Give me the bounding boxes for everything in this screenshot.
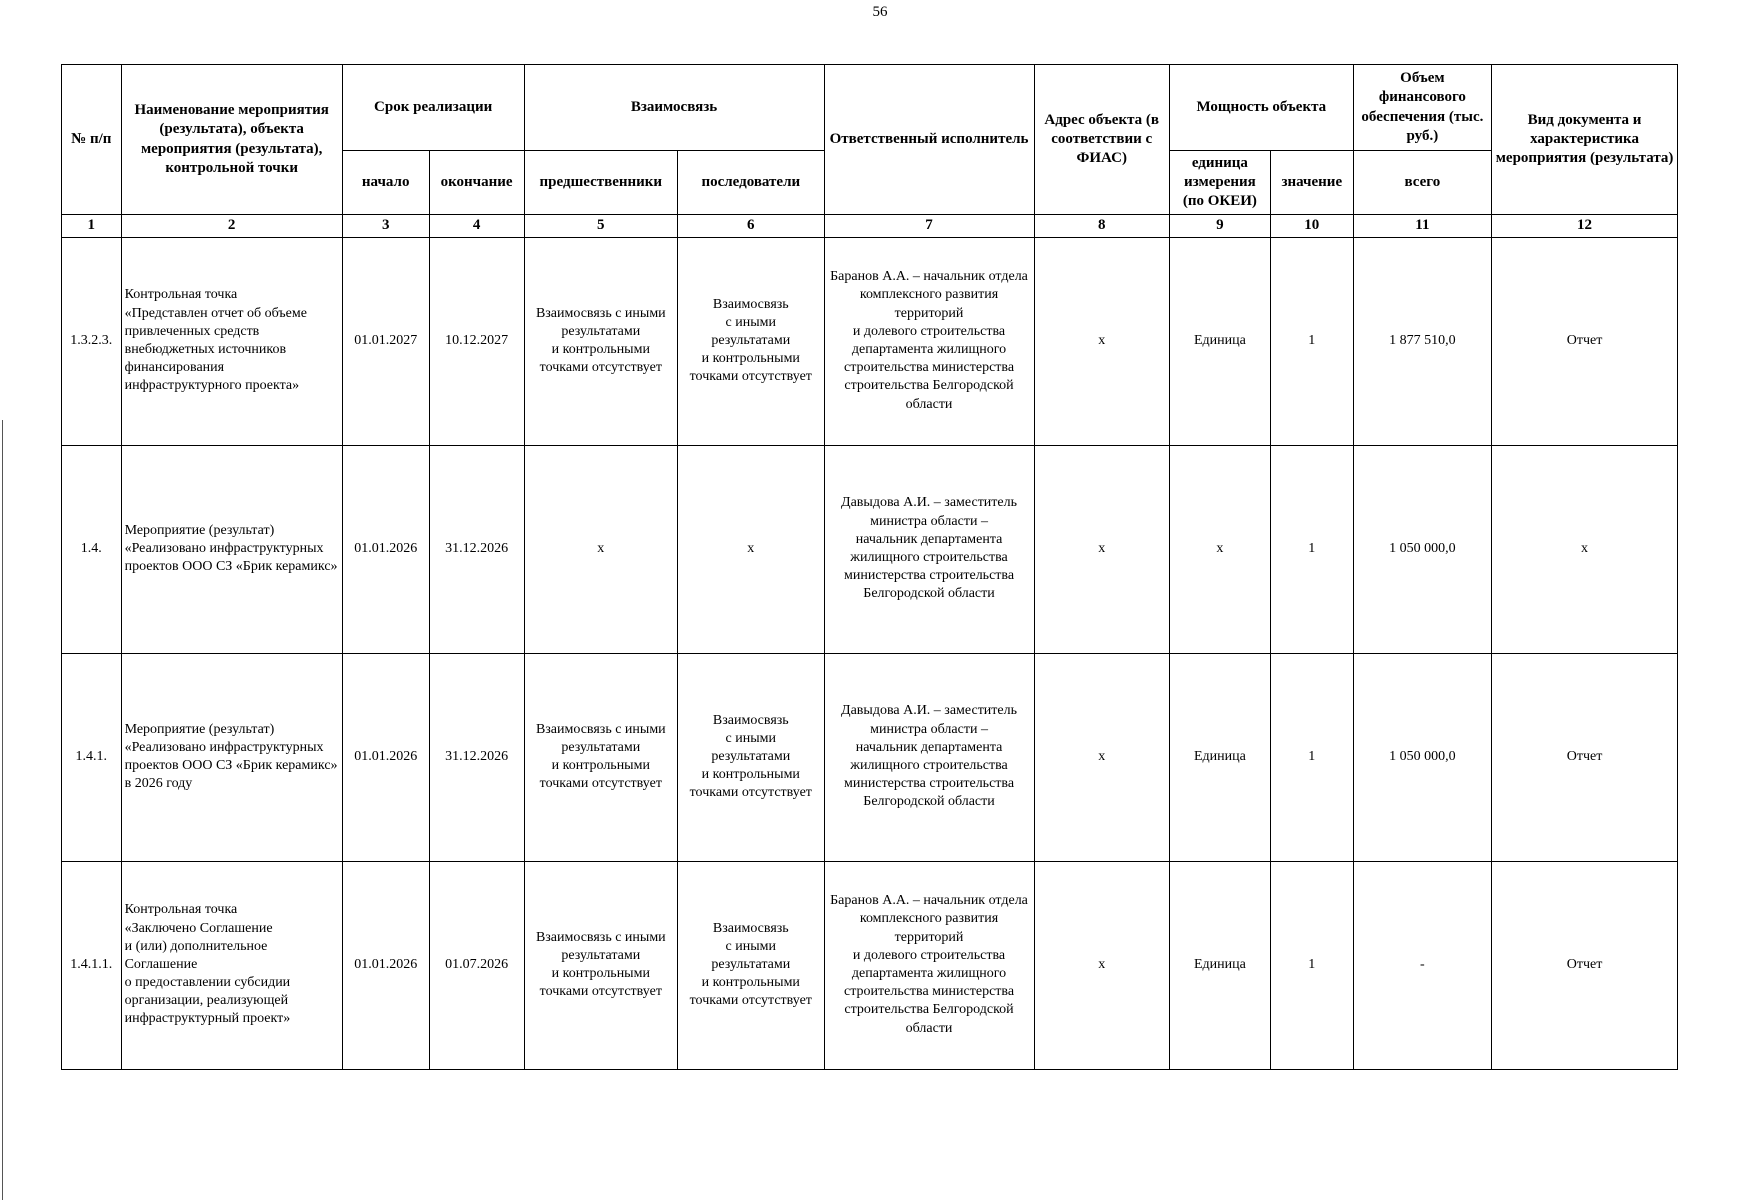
row-unit: х: [1169, 445, 1270, 653]
row-successors: Взаимосвязь с иными результатами и контрольными точками отсутствует: [678, 653, 824, 861]
row-name: Контрольная точка «Представлен отчет об объеме привлеченных средств внебюджетных источников финансирования инфраструктурного проекта»: [121, 237, 342, 445]
row-start: 01.01.2026: [342, 445, 429, 653]
row-predecessors: Взаимосвязь с иными результатами и контрольными точками отсутствует: [524, 237, 678, 445]
measures-table: [61, 64, 1678, 1070]
row-doc-type: Отчет: [1492, 861, 1678, 1069]
column-number: 9: [1169, 215, 1270, 238]
header-responsible: Ответственный исполнитель: [824, 65, 1034, 215]
row-unit: Единица: [1169, 653, 1270, 861]
column-number: 3: [342, 215, 429, 238]
row-address: х: [1034, 445, 1169, 653]
row-value: 1: [1270, 445, 1353, 653]
row-end: 10.12.2027: [429, 237, 524, 445]
header-start: начало: [342, 151, 429, 215]
row-name: Мероприятие (результат) «Реализовано инфраструктурных проектов ООО СЗ «Брик керамикс»: [121, 445, 342, 653]
table-row: [62, 653, 1678, 861]
row-address: х: [1034, 861, 1169, 1069]
row-successors: Взаимосвязь с иными результатами и контрольными точками отсутствует: [678, 861, 824, 1069]
row-value: 1: [1270, 237, 1353, 445]
row-successors: Взаимосвязь с иными результатами и контрольными точками отсутствует: [678, 237, 824, 445]
row-predecessors: Взаимосвязь с иными результатами и контрольными точками отсутствует: [524, 861, 678, 1069]
row-successors: х: [678, 445, 824, 653]
header-value: значение: [1270, 151, 1353, 215]
row-num: 1.3.2.3.: [62, 237, 122, 445]
header-successors: последователи: [678, 151, 824, 215]
header-name: Наименование мероприятия (результата), объекта мероприятия (результата), контрольной точки: [121, 65, 342, 215]
row-start: 01.01.2026: [342, 653, 429, 861]
header-term: Срок реализации: [342, 65, 524, 151]
column-number: 5: [524, 215, 678, 238]
column-number: 1: [62, 215, 122, 238]
column-number: 10: [1270, 215, 1353, 238]
header-relation: Взаимосвязь: [524, 65, 824, 151]
column-number: 11: [1353, 215, 1491, 238]
header-doc-type: Вид документа и характеристика мероприятия (результата): [1492, 65, 1678, 215]
table-row: [62, 237, 1678, 445]
row-start: 01.01.2026: [342, 861, 429, 1069]
row-value: 1: [1270, 861, 1353, 1069]
header-num: № п/п: [62, 65, 122, 215]
row-end: 31.12.2026: [429, 653, 524, 861]
header-finance: Объем финансового обеспечения (тыс. руб.): [1353, 65, 1491, 151]
table-row: [62, 445, 1678, 653]
row-address: х: [1034, 237, 1169, 445]
row-unit: Единица: [1169, 237, 1270, 445]
row-predecessors: Взаимосвязь с иными результатами и контрольными точками отсутствует: [524, 653, 678, 861]
header-unit: единица измерения (по ОКЕИ): [1169, 151, 1270, 215]
column-number: 2: [121, 215, 342, 238]
table-row: [62, 861, 1678, 1069]
row-responsible: Давыдова А.И. – заместитель министра области – начальник департамента жилищного строительства министерства строительства Белгородской области: [824, 653, 1034, 861]
header-capacity: Мощность объекта: [1169, 65, 1353, 151]
row-doc-type: х: [1492, 445, 1678, 653]
header-row-1: [62, 65, 1678, 151]
scan-edge-line: [2, 420, 3, 1200]
row-total: 1 050 000,0: [1353, 653, 1491, 861]
row-num: 1.4.: [62, 445, 122, 653]
row-end: 01.07.2026: [429, 861, 524, 1069]
row-doc-type: Отчет: [1492, 653, 1678, 861]
column-number: 8: [1034, 215, 1169, 238]
row-num: 1.4.1.1.: [62, 861, 122, 1069]
row-num: 1.4.1.: [62, 653, 122, 861]
column-number: 6: [678, 215, 824, 238]
header-total: всего: [1353, 151, 1491, 215]
row-responsible: Баранов А.А. – начальник отдела комплексного развития территорий и долевого строительства департамента жилищного строительства министерства строительства Белгородской области: [824, 861, 1034, 1069]
row-name: Мероприятие (результат) «Реализовано инфраструктурных проектов ООО СЗ «Брик керамикс» в 2026 году: [121, 653, 342, 861]
row-responsible: Баранов А.А. – начальник отдела комплексного развития территорий и долевого строительства департамента жилищного строительства министерства строительства Белгородской области: [824, 237, 1034, 445]
row-end: 31.12.2026: [429, 445, 524, 653]
header-address: Адрес объекта (в соответствии с ФИАС): [1034, 65, 1169, 215]
row-predecessors: х: [524, 445, 678, 653]
column-number: 4: [429, 215, 524, 238]
column-number: 12: [1492, 215, 1678, 238]
row-total: -: [1353, 861, 1491, 1069]
page-number: 56: [872, 4, 888, 20]
row-responsible: Давыдова А.И. – заместитель министра области – начальник департамента жилищного строительства министерства строительства Белгородской области: [824, 445, 1034, 653]
row-name: Контрольная точка «Заключено Соглашение и (или) дополнительное Соглашение о предоставлении субсидии организации, реализующей инфраструктурный проект»: [121, 861, 342, 1069]
header-end: окончание: [429, 151, 524, 215]
row-total: 1 050 000,0: [1353, 445, 1491, 653]
row-value: 1: [1270, 653, 1353, 861]
row-doc-type: Отчет: [1492, 237, 1678, 445]
column-number-row: [62, 215, 1678, 238]
row-start: 01.01.2027: [342, 237, 429, 445]
row-address: х: [1034, 653, 1169, 861]
row-unit: Единица: [1169, 861, 1270, 1069]
row-total: 1 877 510,0: [1353, 237, 1491, 445]
header-predecessors: предшественники: [524, 151, 678, 215]
column-number: 7: [824, 215, 1034, 238]
